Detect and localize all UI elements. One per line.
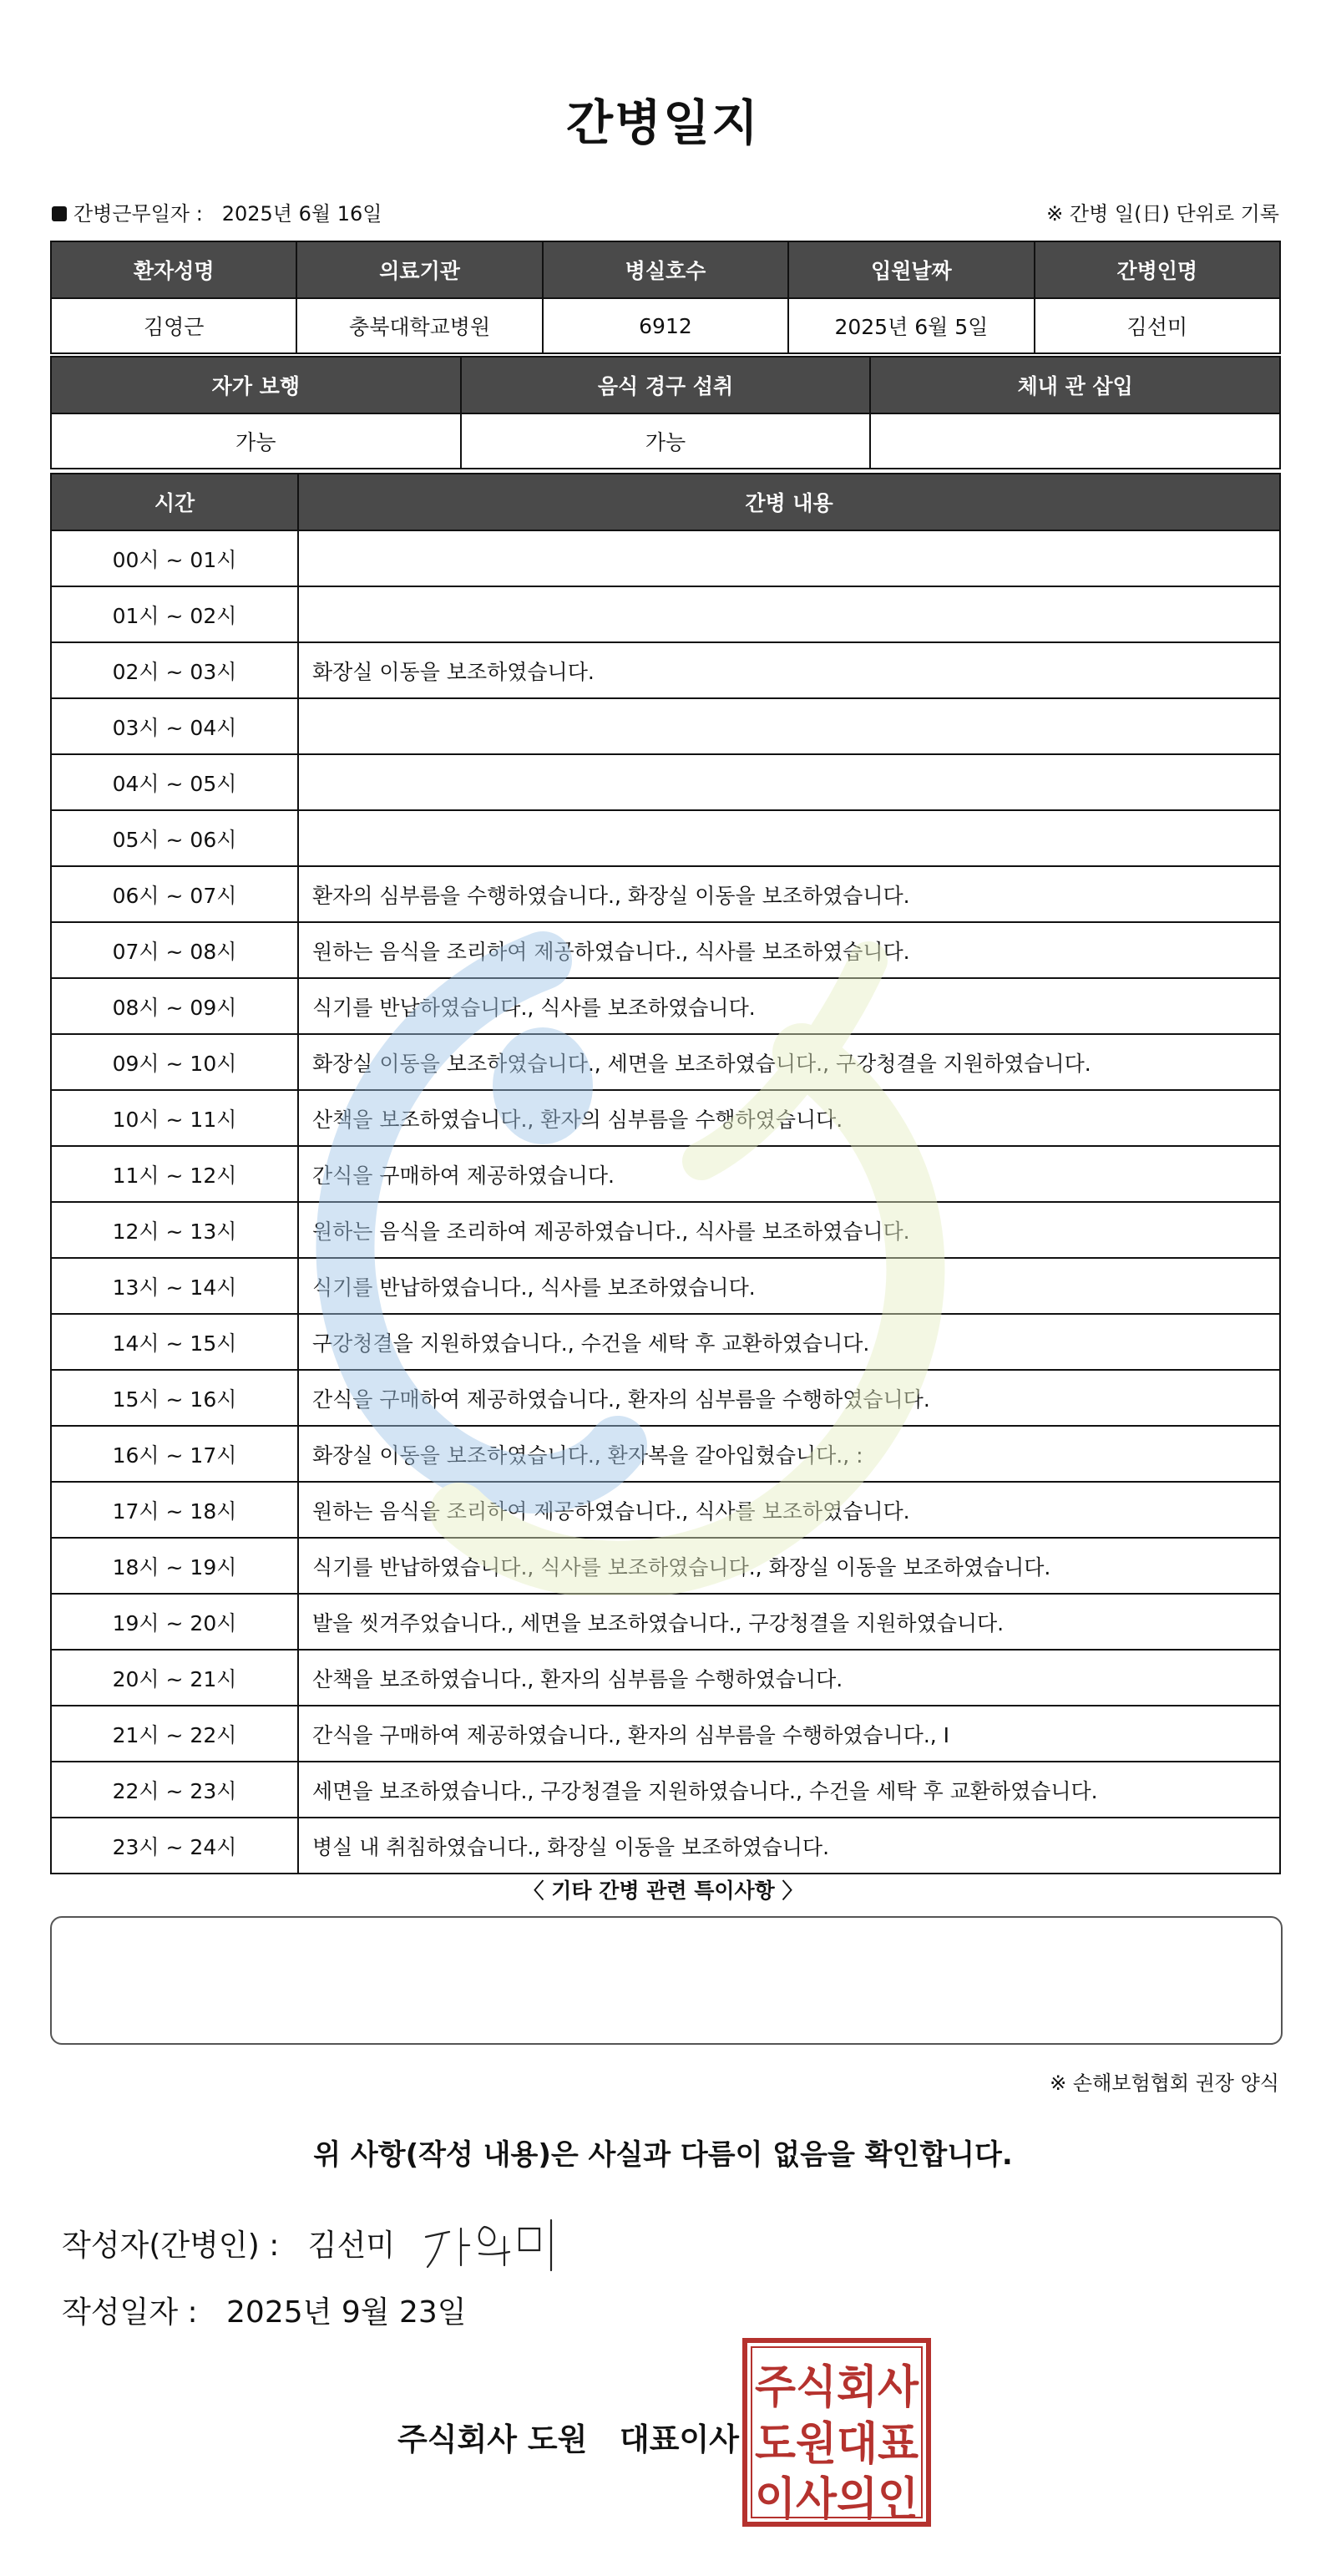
log-content: 환자의 심부름을 수행하였습니다., 화장실 이동을 보조하였습니다. — [298, 866, 1280, 922]
writer-line — [62, 2222, 395, 2264]
confirmation-statement: 위 사항(작성 내용)은 사실과 다름이 없음을 확인합니다. — [313, 2138, 1013, 2172]
hospital-name: 충북대학교병원 — [296, 298, 542, 353]
log-time: 00시 ~ 01시 — [51, 530, 298, 586]
log-content: 구강청결을 지원하였습니다., 수건을 세탁 후 교환하였습니다. — [298, 1314, 1280, 1370]
log-content: 발을 씻겨주었습니다., 세면을 보조하였습니다., 구강청결을 지원하였습니다. — [298, 1594, 1280, 1650]
log-row — [51, 1426, 1280, 1482]
log-content: 화장실 이동을 보조하였습니다., 환자복을 갈아입혔습니다., : — [298, 1426, 1280, 1482]
log-content: 세면을 보조하였습니다., 구강청결을 지원하였습니다., 수건을 세탁 후 교환하였습니다. — [298, 1762, 1280, 1818]
log-row — [51, 1706, 1280, 1762]
log-content: 원하는 음식을 조리하여 제공하였습니다., 식사를 보조하였습니다. — [298, 922, 1280, 978]
header-tube-insertion: 체내 관 삽입 — [870, 357, 1280, 413]
work-date-value: 2025년 6월 16일 — [221, 202, 382, 226]
log-row — [51, 810, 1280, 866]
handwritten-signature — [418, 2203, 568, 2279]
remarks-text — [52, 1918, 1281, 1945]
log-time: 15시 ~ 16시 — [51, 1370, 298, 1426]
log-row — [51, 922, 1280, 978]
log-content: 식기를 반납하였습니다., 식사를 보조하였습니다., 화장실 이동을 보조하였습니다. — [298, 1538, 1280, 1594]
header-oral-intake: 음식 경구 섭취 — [461, 357, 871, 413]
work-date-line — [52, 197, 382, 226]
log-row — [51, 1762, 1280, 1818]
header-patient-name: 환자성명 — [51, 241, 296, 298]
log-time: 16시 ~ 17시 — [51, 1426, 298, 1482]
log-time: 09시 ~ 10시 — [51, 1034, 298, 1090]
log-content: 간식을 구매하여 제공하였습니다., 환자의 심부름을 수행하였습니다. — [298, 1370, 1280, 1426]
log-row — [51, 1818, 1280, 1874]
log-time: 07시 ~ 08시 — [51, 922, 298, 978]
svg-text:도원대표: 도원대표 — [755, 2417, 919, 2470]
log-content — [298, 530, 1280, 586]
log-content — [298, 586, 1280, 642]
log-time: 17시 ~ 18시 — [51, 1482, 298, 1538]
header-self-walking: 자가 보행 — [51, 357, 461, 413]
log-content: 원하는 음식을 조리하여 제공하였습니다., 식사를 보조하였습니다. — [298, 1482, 1280, 1538]
document-title: 간병일지 — [565, 94, 761, 151]
log-time: 20시 ~ 21시 — [51, 1650, 298, 1706]
tube-insertion-value — [870, 413, 1280, 469]
log-row — [51, 1202, 1280, 1258]
log-row — [51, 1034, 1280, 1090]
log-content: 식기를 반납하였습니다., 식사를 보조하였습니다. — [298, 978, 1280, 1034]
form-source-note: ※ 손해보험협회 권장 양식 — [1050, 2071, 1279, 2095]
log-time: 22시 ~ 23시 — [51, 1762, 298, 1818]
log-row — [51, 754, 1280, 810]
written-date-line — [62, 2289, 467, 2331]
log-time: 06시 ~ 07시 — [51, 866, 298, 922]
header-hospital: 의료기관 — [296, 241, 542, 298]
log-content: 화장실 이동을 보조하였습니다. — [298, 642, 1280, 698]
room-number: 6912 — [543, 298, 788, 353]
log-time: 23시 ~ 24시 — [51, 1818, 298, 1874]
log-content — [298, 810, 1280, 866]
log-content — [298, 754, 1280, 810]
patient-name: 김영근 — [51, 298, 296, 353]
header-care-content: 간병 내용 — [298, 474, 1280, 530]
svg-text:주식회사: 주식회사 — [755, 2360, 919, 2413]
log-content: 산책을 보조하였습니다., 환자의 심부름을 수행하였습니다. — [298, 1650, 1280, 1706]
log-row — [51, 1090, 1280, 1146]
log-time: 03시 ~ 04시 — [51, 698, 298, 754]
log-row — [51, 586, 1280, 642]
log-time: 05시 ~ 06시 — [51, 810, 298, 866]
log-time: 21시 ~ 22시 — [51, 1706, 298, 1762]
company-representative: 주식회사 도원 대표이사 — [397, 2421, 739, 2457]
remarks-title: 〈 기타 간병 관련 특이사항 〉 — [523, 1879, 803, 1903]
company-seal-stamp — [741, 2337, 932, 2528]
log-row — [51, 698, 1280, 754]
header-caregiver-name: 간병인명 — [1035, 241, 1280, 298]
log-time: 14시 ~ 15시 — [51, 1314, 298, 1370]
log-time: 18시 ~ 19시 — [51, 1538, 298, 1594]
header-room-number: 병실호수 — [543, 241, 788, 298]
log-content: 간식을 구매하여 제공하였습니다. — [298, 1146, 1280, 1202]
record-unit-note: ※ 간병 일(日) 단위로 기록 — [1046, 202, 1279, 226]
log-row — [51, 1650, 1280, 1706]
log-time: 02시 ~ 03시 — [51, 642, 298, 698]
log-time: 13시 ~ 14시 — [51, 1258, 298, 1314]
log-content — [298, 698, 1280, 754]
writer-label: 작성자(간병인) : — [62, 2229, 280, 2263]
log-time: 01시 ~ 02시 — [51, 586, 298, 642]
log-row — [51, 1314, 1280, 1370]
writer-name: 김선미 — [307, 2229, 395, 2263]
admission-date: 2025년 6월 5일 — [788, 298, 1034, 353]
log-time: 19시 ~ 20시 — [51, 1594, 298, 1650]
log-row — [51, 1482, 1280, 1538]
written-date-label: 작성일자 : — [62, 2295, 198, 2330]
caregiver-name: 김선미 — [1035, 298, 1280, 353]
log-row — [51, 978, 1280, 1034]
self-walking-value: 가능 — [51, 413, 461, 469]
log-row — [51, 1146, 1280, 1202]
care-log-table — [50, 473, 1281, 1874]
log-content: 산책을 보조하였습니다., 환자의 심부름을 수행하였습니다. — [298, 1090, 1280, 1146]
log-content: 원하는 음식을 조리하여 제공하였습니다., 식사를 보조하였습니다. — [298, 1202, 1280, 1258]
header-admission-date: 입원날짜 — [788, 241, 1034, 298]
log-content: 간식을 구매하여 제공하였습니다., 환자의 심부름을 수행하였습니다., I — [298, 1706, 1280, 1762]
log-row — [51, 1538, 1280, 1594]
oral-intake-value: 가능 — [461, 413, 871, 469]
log-time: 11시 ~ 12시 — [51, 1146, 298, 1202]
log-row — [51, 866, 1280, 922]
header-time: 시간 — [51, 474, 298, 530]
written-date-value: 2025년 9월 23일 — [226, 2295, 467, 2330]
log-row — [51, 530, 1280, 586]
log-time: 08시 ~ 09시 — [51, 978, 298, 1034]
bullet-square-icon — [52, 206, 67, 221]
patient-info-table — [50, 241, 1281, 354]
log-row — [51, 1258, 1280, 1314]
log-row — [51, 1370, 1280, 1426]
svg-text:이사의인: 이사의인 — [755, 2472, 919, 2525]
log-time: 04시 ~ 05시 — [51, 754, 298, 810]
log-time: 12시 ~ 13시 — [51, 1202, 298, 1258]
log-content: 식기를 반납하였습니다., 식사를 보조하였습니다. — [298, 1258, 1280, 1314]
log-row — [51, 642, 1280, 698]
work-date-label: 간병근무일자 : — [73, 202, 203, 226]
log-content: 병실 내 취침하였습니다., 화장실 이동을 보조하였습니다. — [298, 1818, 1280, 1874]
log-time: 10시 ~ 11시 — [51, 1090, 298, 1146]
remarks-box — [50, 1916, 1283, 2045]
log-row — [51, 1594, 1280, 1650]
patient-status-table — [50, 356, 1281, 469]
log-content: 화장실 이동을 보조하였습니다., 세면을 보조하였습니다., 구강청결을 지원하였습니다. — [298, 1034, 1280, 1090]
